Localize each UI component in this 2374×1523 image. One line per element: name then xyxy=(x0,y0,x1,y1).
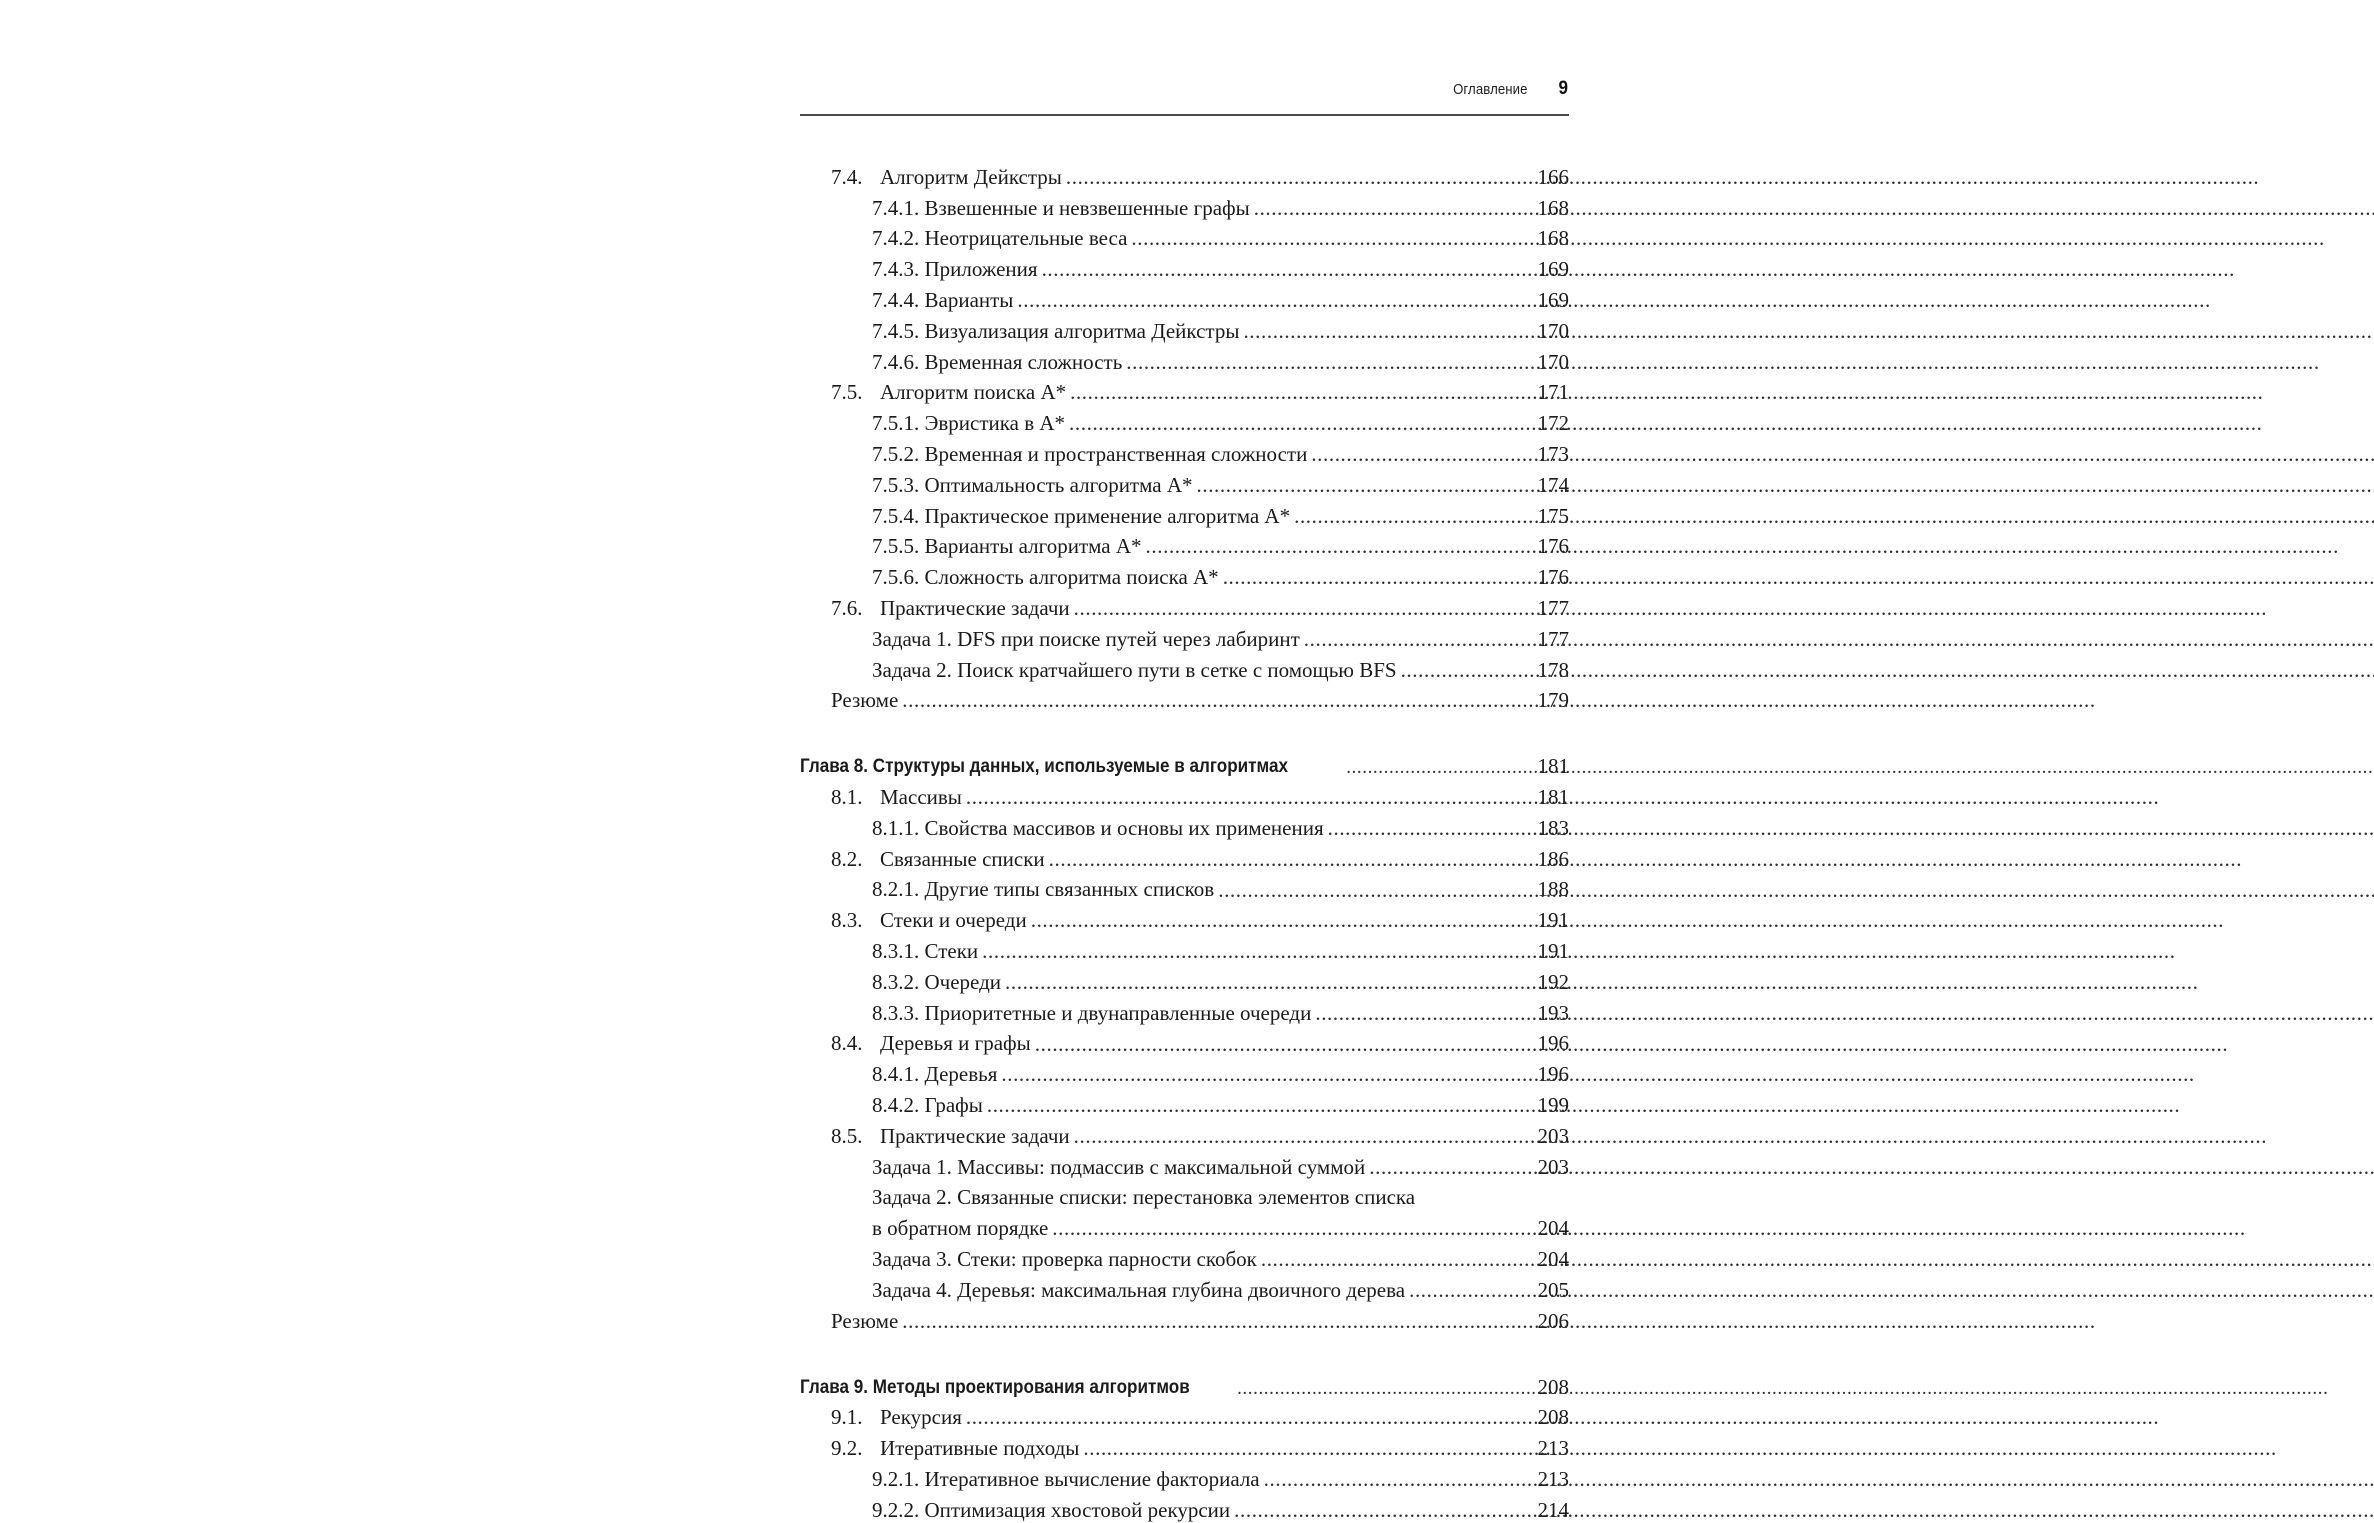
page-folio-number: 9 xyxy=(1558,78,1569,99)
toc-entry-title: 8.4.2. Графы xyxy=(872,1093,983,1118)
dot-leader xyxy=(1042,259,1523,280)
toc-entry-row[interactable] xyxy=(800,403,1569,434)
toc-entry-title: Алгоритм поиска A* xyxy=(880,380,1067,405)
toc-entry-row[interactable] xyxy=(800,1428,1569,1459)
toc-entry-title: Стеки и очереди xyxy=(880,908,1027,933)
toc-entry-page-number: 178 xyxy=(1537,657,1569,682)
toc-entry-title: 7.4.6. Временная сложность xyxy=(872,349,1123,374)
toc-entry-title: 7.4.1. Взвешенные и невзвешенные графы xyxy=(872,195,1250,220)
dot-leader xyxy=(1083,1438,1523,1459)
toc-entry-page-number: 208 xyxy=(1537,1374,1569,1399)
dot-leader xyxy=(1243,321,1523,342)
toc-entry-title: Практические задачи xyxy=(880,595,1070,620)
toc-entry-page-number: 183 xyxy=(1537,815,1569,840)
toc-entry-page-number: 213 xyxy=(1537,1436,1569,1461)
toc-entry-row[interactable] xyxy=(800,901,1569,932)
dot-leader xyxy=(1294,506,1523,527)
dot-leader xyxy=(1419,1188,1523,1209)
toc-entry-page-number: 214 xyxy=(1537,1497,1569,1522)
toc-entry-page-number: 177 xyxy=(1537,595,1569,620)
dot-leader xyxy=(1005,972,1523,993)
toc-entry-row[interactable] xyxy=(800,777,1569,808)
dot-leader xyxy=(1066,167,1523,188)
toc-entry-page-number: 204 xyxy=(1537,1216,1569,1241)
toc-entry-row[interactable] xyxy=(800,188,1569,219)
dot-leader xyxy=(1369,1157,1523,1178)
toc-entry-page-number: 213 xyxy=(1537,1467,1569,1492)
toc-entry-title: 9.2.1. Итеративное вычисление факториала xyxy=(872,1467,1260,1492)
dot-leader xyxy=(1315,1003,1523,1024)
toc-entry-page-number: 173 xyxy=(1537,441,1569,466)
toc-entry-row[interactable] xyxy=(800,870,1569,901)
toc-entry-row[interactable] xyxy=(800,373,1569,404)
toc-entry-title: 8.3.3. Приоритетные и двунаправленные очереди xyxy=(872,1000,1312,1025)
toc-entry-page-number: 176 xyxy=(1537,534,1569,559)
toc-entry-title: Практические задачи xyxy=(880,1123,1070,1148)
dot-leader xyxy=(1401,660,1523,681)
toc-entry-title: в обратном порядке xyxy=(872,1216,1049,1241)
toc-entry-row[interactable] xyxy=(800,249,1569,280)
toc-entry-title: 7.5.4. Практическое применение алгоритма A* xyxy=(872,503,1291,528)
dot-leader xyxy=(982,941,1523,962)
toc-entry-row[interactable] xyxy=(800,650,1569,681)
toc-entry-row[interactable] xyxy=(800,557,1569,588)
toc-entry-title: 9.2.2. Оптимизация хвостовой рекурсии xyxy=(872,1497,1231,1522)
toc-entry-page-number: 168 xyxy=(1537,226,1569,251)
toc-entry-number: 7.4. xyxy=(831,164,863,189)
toc-entry-title: Задача 4. Деревья: максимальная глубина двоичного дерева xyxy=(872,1277,1406,1302)
toc-entry-title: 8.2.1. Другие типы связанных списков xyxy=(872,877,1215,902)
toc-entry-page-number: 199 xyxy=(1537,1093,1569,1118)
dot-leader xyxy=(1074,1126,1523,1147)
toc-entry-row[interactable] xyxy=(800,588,1569,619)
toc-entry-page-number: 176 xyxy=(1537,565,1569,590)
toc-page xyxy=(687,0,1687,1522)
toc-entry-title: Глава 8. Структуры данных, используемые в алгоритмах xyxy=(800,756,1288,778)
toc-entry-row[interactable] xyxy=(800,1270,1569,1301)
toc-entry-title: 8.3.1. Стеки xyxy=(872,939,979,964)
dot-leader xyxy=(1049,849,1523,870)
toc-entry-title: Рекурсия xyxy=(880,1405,962,1430)
dot-leader xyxy=(966,1407,1523,1428)
toc-entry-row[interactable] xyxy=(800,1085,1569,1116)
toc-entry-title: Массивы xyxy=(880,785,962,810)
toc-entry-row[interactable] xyxy=(800,342,1569,373)
toc-entry-page-number: 168 xyxy=(1537,195,1569,220)
toc-entry-number: 9.1. xyxy=(831,1405,863,1430)
dot-leader xyxy=(1069,413,1523,434)
toc-entry-title: 7.5.3. Оптимальность алгоритма A* xyxy=(872,472,1193,497)
toc-entry-page-number: 169 xyxy=(1537,257,1569,282)
toc-entry-page-number: 206 xyxy=(1537,1308,1569,1333)
toc-entry-row[interactable] xyxy=(800,157,1569,188)
toc-entry-page-number: 196 xyxy=(1537,1031,1569,1056)
dot-leader xyxy=(1304,629,1523,650)
dot-leader xyxy=(1017,290,1523,311)
toc-entry-row[interactable] xyxy=(800,1398,1569,1429)
toc-entry-title: Задача 1. Массивы: подмассив с максимальной суммой xyxy=(872,1154,1366,1179)
toc-entry-row[interactable] xyxy=(800,619,1569,650)
toc-entry-title: Глава 9. Методы проектирования алгоритмов xyxy=(800,1376,1190,1398)
dot-leader xyxy=(1035,1034,1523,1055)
toc-entry-title: 7.4.5. Визуализация алгоритма Дейкстры xyxy=(872,318,1240,343)
toc-entry-title: 7.5.1. Эвристика в A* xyxy=(872,411,1066,436)
toc-entry-page-number: 186 xyxy=(1537,846,1569,871)
toc-entry-title: 7.5.6. Сложность алгоритма поиска A* xyxy=(872,565,1219,590)
toc-entry-page-number: 170 xyxy=(1537,318,1569,343)
toc-entry-page-number: 196 xyxy=(1537,1062,1569,1087)
dot-leader xyxy=(1126,352,1523,373)
toc-entry-title: 7.5.2. Временная и пространственная сложности xyxy=(872,441,1308,466)
dot-leader xyxy=(1346,756,1523,777)
running-head-title: Оглавление xyxy=(1452,81,1528,98)
toc-entry-row[interactable] xyxy=(800,1116,1569,1147)
toc-entry-number: 8.4. xyxy=(831,1031,863,1056)
toc-entry-page-number: 179 xyxy=(1537,688,1569,713)
toc-entry-page-number: 171 xyxy=(1537,380,1569,405)
toc-entry-row[interactable] xyxy=(800,1178,1569,1209)
toc-entry-page-number: 191 xyxy=(1537,939,1569,964)
toc-entry-page-number: 181 xyxy=(1537,785,1569,810)
toc-entry-row[interactable] xyxy=(800,527,1569,558)
toc-entry-title: 7.4.4. Варианты xyxy=(872,287,1014,312)
toc-entry-page-number: 181 xyxy=(1537,754,1569,779)
toc-entry-row[interactable] xyxy=(800,1024,1569,1055)
toc-entry-title: 7.4.2. Неотрицательные веса xyxy=(872,226,1128,251)
toc-entry-page-number: 193 xyxy=(1537,1000,1569,1025)
toc-entry-row[interactable] xyxy=(800,1301,1569,1332)
dot-leader xyxy=(1311,444,1523,465)
toc-entry-number: 8.5. xyxy=(831,1123,863,1148)
toc-entry-page-number: 175 xyxy=(1537,503,1569,528)
toc-entry-row[interactable] xyxy=(800,311,1569,342)
dot-leader xyxy=(1261,1249,1523,1270)
toc-entry-page-number: 203 xyxy=(1537,1154,1569,1179)
toc-entry-title: 8.4.1. Деревья xyxy=(872,1062,998,1087)
dot-leader xyxy=(1074,598,1523,619)
toc-entry-title: Итеративные подходы xyxy=(880,1436,1080,1461)
toc-entry-number: 8.3. xyxy=(831,908,863,933)
dot-leader xyxy=(1254,198,1523,219)
toc-entry-row[interactable] xyxy=(800,1490,1569,1521)
toc-entry-title: Задача 1. DFS при поиске путей через лабиринт xyxy=(872,626,1300,651)
dot-leader xyxy=(1052,1218,1523,1239)
toc-entry-title: Задача 2. Поиск кратчайшего пути в сетке с помощью BFS xyxy=(872,657,1397,682)
toc-chapter-row[interactable] xyxy=(800,1366,1569,1398)
toc-entry-title: 7.5.5. Варианты алгоритма A* xyxy=(872,534,1142,559)
toc-entry-title: 8.3.2. Очереди xyxy=(872,969,1002,994)
toc-entry-title: Алгоритм Дейкстры xyxy=(880,164,1062,189)
dot-leader xyxy=(1218,880,1523,901)
toc-entry-row[interactable] xyxy=(800,993,1569,1024)
dot-leader xyxy=(1197,475,1524,496)
toc-entry-row[interactable] xyxy=(800,1147,1569,1178)
toc-entry-title: Деревья и графы xyxy=(880,1031,1031,1056)
dot-leader xyxy=(1234,1500,1523,1521)
toc-chapter-row[interactable] xyxy=(800,745,1569,777)
running-head xyxy=(800,78,1569,100)
dot-leader xyxy=(1237,1377,1523,1398)
dot-leader xyxy=(902,1311,1523,1332)
dot-leader xyxy=(1146,536,1523,557)
toc-entry-page-number: 177 xyxy=(1537,626,1569,651)
toc-entry-title: Связанные списки xyxy=(880,846,1045,871)
toc-entry-row[interactable] xyxy=(800,931,1569,962)
toc-entry-page-number: 208 xyxy=(1537,1405,1569,1430)
toc-entry-title: Резюме xyxy=(831,1308,899,1333)
toc-entry-title: Задача 2. Связанные списки: перестановка элементов списка xyxy=(872,1185,1416,1210)
table-of-contents-list xyxy=(800,157,1569,1521)
toc-entry-row[interactable] xyxy=(800,280,1569,311)
toc-entry-row[interactable] xyxy=(800,681,1569,712)
toc-entry-page-number: 172 xyxy=(1537,411,1569,436)
dot-leader xyxy=(1031,910,1523,931)
toc-entry-row[interactable] xyxy=(800,962,1569,993)
toc-entry-row[interactable] xyxy=(800,434,1569,465)
dot-leader xyxy=(1070,382,1523,403)
toc-entry-page-number: 166 xyxy=(1537,164,1569,189)
toc-entry-title: 8.1.1. Свойства массивов и основы их применения xyxy=(872,815,1324,840)
dot-leader xyxy=(1409,1280,1523,1301)
toc-entry-row[interactable] xyxy=(800,219,1569,250)
toc-entry-number: 7.5. xyxy=(831,380,863,405)
toc-entry-page-number: 203 xyxy=(1537,1123,1569,1148)
toc-entry-row[interactable] xyxy=(800,465,1569,496)
dot-leader xyxy=(1328,818,1523,839)
dot-leader xyxy=(1131,228,1523,249)
dot-leader xyxy=(1223,567,1523,588)
toc-entry-page-number: 169 xyxy=(1537,287,1569,312)
toc-entry-page-number: 170 xyxy=(1537,349,1569,374)
dot-leader xyxy=(966,787,1523,808)
toc-entry-title: 7.4.3. Приложения xyxy=(872,257,1038,282)
dot-leader xyxy=(1264,1469,1523,1490)
toc-entry-page-number: 188 xyxy=(1537,877,1569,902)
dot-leader xyxy=(1001,1064,1523,1085)
toc-entry-row[interactable] xyxy=(800,808,1569,839)
toc-entry-page-number: 205 xyxy=(1537,1277,1569,1302)
toc-entry-title: Задача 3. Стеки: проверка парности скобок xyxy=(872,1247,1257,1272)
toc-entry-page-number: 204 xyxy=(1537,1247,1569,1272)
dot-leader xyxy=(902,690,1523,711)
toc-entry-row[interactable] xyxy=(800,496,1569,527)
toc-entry-number: 9.2. xyxy=(831,1436,863,1461)
dot-leader xyxy=(987,1095,1523,1116)
toc-entry-page-number: 174 xyxy=(1537,472,1569,497)
toc-entry-page-number: 191 xyxy=(1537,908,1569,933)
toc-entry-row[interactable] xyxy=(800,1055,1569,1086)
toc-entry-row[interactable] xyxy=(800,1209,1569,1240)
toc-entry-number: 8.1. xyxy=(831,785,863,810)
toc-entry-title: Резюме xyxy=(831,688,899,713)
toc-entry-number: 8.2. xyxy=(831,846,863,871)
toc-entry-page-number: 192 xyxy=(1537,969,1569,994)
toc-entry-row[interactable] xyxy=(800,1459,1569,1490)
toc-entry-number: 7.6. xyxy=(831,595,863,620)
toc-entry-row[interactable] xyxy=(800,1239,1569,1270)
toc-entry-row[interactable] xyxy=(800,839,1569,870)
header-divider-rule xyxy=(800,114,1569,116)
